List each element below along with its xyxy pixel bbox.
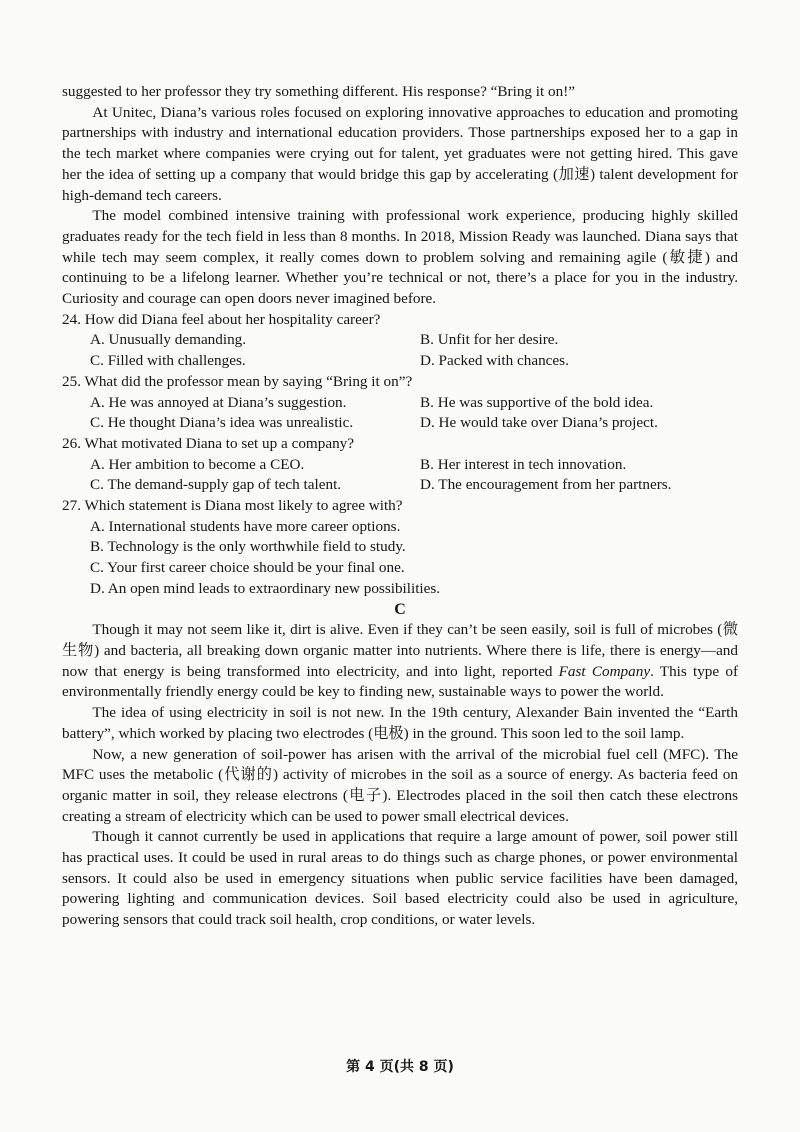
question-stem: 25. What did the professor mean by saying “Bring it on”? — [62, 372, 413, 390]
option-b: B. He was supportive of the bold idea. — [420, 393, 654, 411]
passage-c-paragraph-1 — [62, 620, 738, 703]
question-stem: 27. Which statement is Diana most likely to agree with? — [62, 497, 403, 515]
option-c: C. Your first career choice should be your final one. — [90, 559, 405, 577]
question-27 — [62, 496, 738, 600]
option-c: C. He thought Diana’s idea was unrealistic. — [90, 414, 354, 432]
section-heading: C — [394, 600, 406, 618]
question-options — [62, 393, 738, 434]
option-d: D. Packed with chances. — [420, 352, 569, 370]
passage-b-paragraph-2: At Unitec, Diana’s various roles focused on exploring innovative approaches to education and promoting partnerships with industry and international education providers. Those partnerships exposed her to a gap in the tech market where companies were crying out for talent, yet graduates were not getting hired. This gave her the idea of setting up a company that would bridge this gap by accelerating (加速) talent development for high-demand tech careers. — [62, 103, 738, 204]
option-a: A. Her ambition to become a CEO. — [90, 455, 305, 473]
passage-c-paragraph-2: The idea of using electricity in soil is not new. In the 19th century, Alexander Bain invented the “Earth battery”, which worked by placing two electrodes (电极) in the ground. This soon led to the soil lamp. — [62, 704, 738, 742]
question-stem: 26. What motivated Diana to set up a company? — [62, 434, 354, 452]
question-options — [62, 455, 738, 496]
question-26 — [62, 434, 738, 496]
option-d: D. He would take over Diana’s project. — [420, 414, 658, 432]
question-24 — [62, 310, 738, 372]
source-name: Fast Company — [558, 662, 651, 680]
option-b: B. Technology is the only worthwhile field to study. — [90, 538, 406, 556]
page-text — [62, 82, 738, 931]
passage-b-paragraph-3: The model combined intensive training with professional work experience, producing highly skilled graduates ready for the tech field in less than 8 months. In 2018, Mission Ready was launched. Diana says that while tech may seem complex, it really comes down to problem solving and remaining agile (敏捷) and continuing to be a lifelong learner. Whether you’re technical or not, there’s a place for you in the industry. Curiosity and courage can open doors never imagined before. — [62, 207, 738, 308]
question-options — [62, 330, 738, 371]
passage-c-paragraph-4: Though it cannot currently be used in applications that require a large amount of power, soil power still has practical uses. It could be used in rural areas to do things such as charge phones, or power environmental sensors. It could also be used in emergency situations when public service facilities have been damaged, powering lighting and communication devices. Soil based electricity could also be used in agriculture, powering sensors that could track soil health, crop conditions, or water levels. — [62, 828, 738, 929]
option-a: A. He was annoyed at Diana’s suggestion. — [90, 393, 347, 411]
option-b: B. Her interest in tech innovation. — [420, 455, 627, 473]
paragraph-text: Though it may not seem like it, dirt is alive. Even if they can’t be seen easily, soil is full of microbes (微生物) and bacteria, all breaking down organic matter into nutrients. Where there is life, there is energy—and now that energy is being transformed into electricity, and into light, reported — [62, 621, 738, 680]
option-c: C. Filled with challenges. — [90, 352, 246, 370]
page-number: 第 4 页(共 8 页) — [346, 1059, 454, 1075]
option-a: A. International students have more career options. — [90, 517, 401, 535]
question-25 — [62, 372, 738, 434]
passage-c-paragraph-3: Now, a new generation of soil-power has arisen with the arrival of the microbial fuel cell (MFC). The MFC uses the metabolic (代谢的) activity of microbes in the soil as a source of energy. As bacteria feed on organic matter in soil, they release electrons (电子). Electrodes placed in the soil then catch these electrons creating a stream of electricity which can be used to power small electrical devices. — [62, 745, 738, 825]
option-d: D. An open mind leads to extraordinary new possibilities. — [90, 579, 441, 597]
passage-b-paragraph-1: suggested to her professor they try something different. His response? “Bring it on!” — [62, 83, 576, 100]
option-b: B. Unfit for her desire. — [420, 331, 559, 349]
option-d: D. The encouragement from her partners. — [420, 476, 672, 494]
option-c: C. The demand-supply gap of tech talent. — [90, 476, 342, 494]
option-a: A. Unusually demanding. — [90, 331, 247, 349]
question-options — [62, 517, 738, 600]
paragraph-text: . This type of environmentally friendly energy could be key to finding new, sustainable ways to power the world. — [62, 662, 739, 701]
question-stem: 24. How did Diana feel about her hospitality career? — [62, 310, 381, 328]
